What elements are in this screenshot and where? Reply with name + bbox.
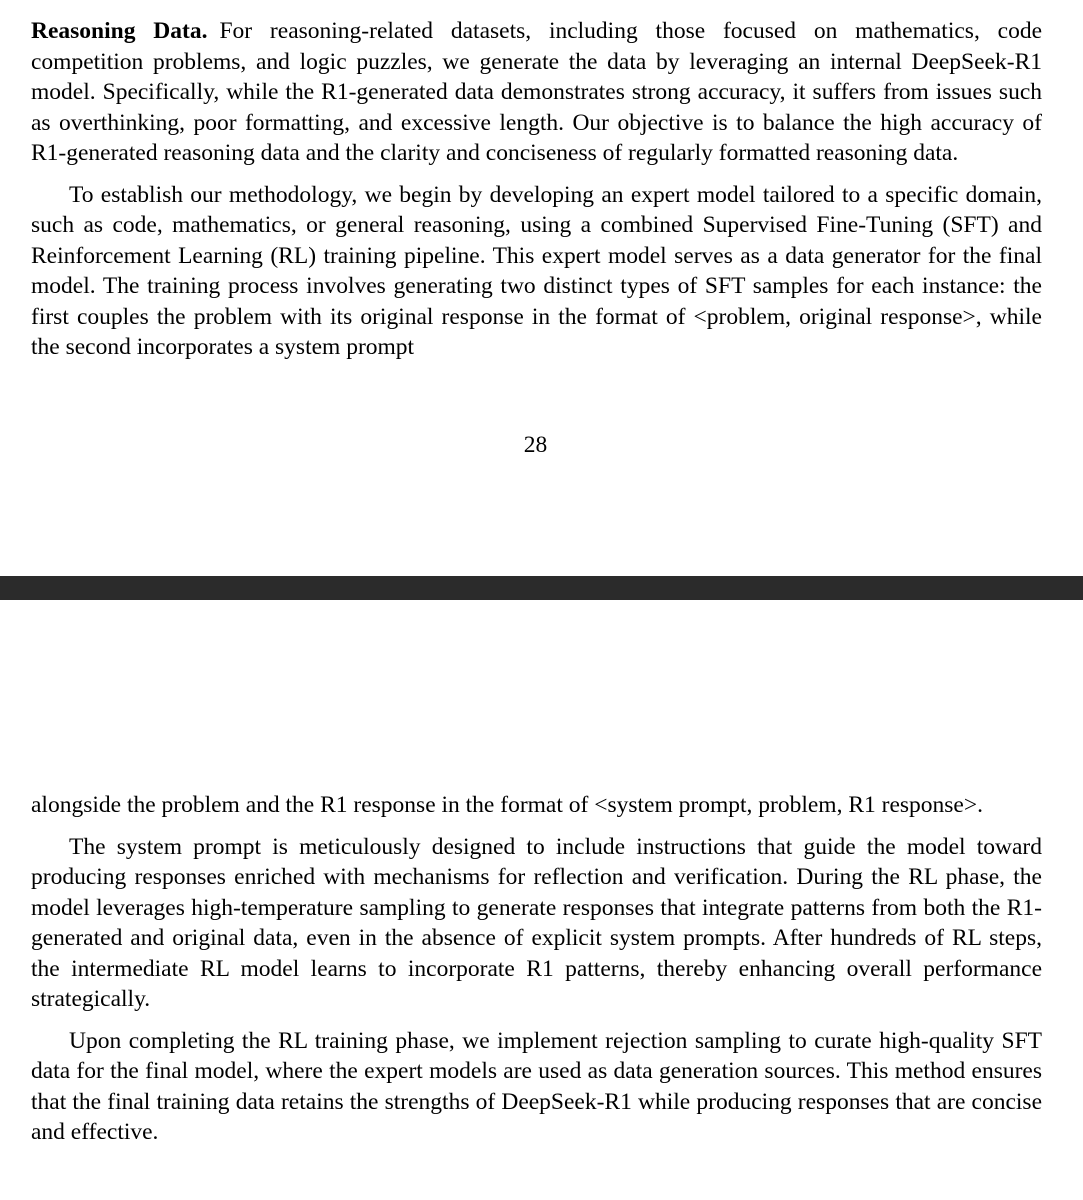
methodology-paragraph-continued: alongside the problem and the R1 response in the format of <system prompt, problem, R1 response>. [31, 792, 983, 818]
page-separator [0, 576, 1083, 600]
rejection-sampling-paragraph: Upon completing the RL training phase, we implement rejection sampling to curate high-quality SFT data for the final model, where the expert models are used as data generation sources. This method ensures that the final training data retains the strengths of DeepSeek-R1 while producing responses that are concise and effective. [31, 1027, 1042, 1145]
reasoning-data-paragraph [31, 16, 1042, 169]
page-bottom-text-block [31, 790, 1042, 1148]
section-heading-reasoning-data: Reasoning Data. [31, 18, 208, 44]
document-page-top [0, 0, 1083, 576]
page-top-text-block [31, 16, 1042, 363]
methodology-paragraph: To establish our methodology, we begin by developing an expert model tailored to a specific domain, such as code, mathematics, or general reasoning, using a combined Supervised Fine-Tuning (SFT) and Reinforcement Learning (RL) training pipeline. This expert model serves as a data generator for the final model. The training process involves generating two distinct types of SFT samples for each instance: the first couples the problem with its original response in the format of <problem, original response>, while the second incorporates a system prompt [31, 181, 1042, 360]
system-prompt-paragraph: The system prompt is meticulously designed to include instructions that guide the model toward producing responses enriched with mechanisms for reflection and verification. During the RL phase, the model leverages high-temperature sampling to generate responses that integrate patterns from both the R1-generated and original data, even in the absence of explicit system prompts. After hundreds of RL steps, the intermediate RL model learns to incorporate R1 patterns, thereby enhancing overall performance strategically. [31, 833, 1042, 1012]
reasoning-data-paragraph-body: For reasoning-related datasets, including those focused on mathematics, code competition problems, and logic puzzles, we generate the data by leveraging an internal DeepSeek-R1 model. Specifically, while the R1-generated data demonstrates strong accuracy, it suffers from issues such as overthinking, poor formatting, and excessive length. Our objective is to balance the high accuracy of R1-generated reasoning data and the clarity and conciseness of regularly formatted reasoning data. [31, 18, 1042, 166]
document-page-bottom [0, 600, 1083, 1200]
page-number: 28 [523, 432, 548, 458]
